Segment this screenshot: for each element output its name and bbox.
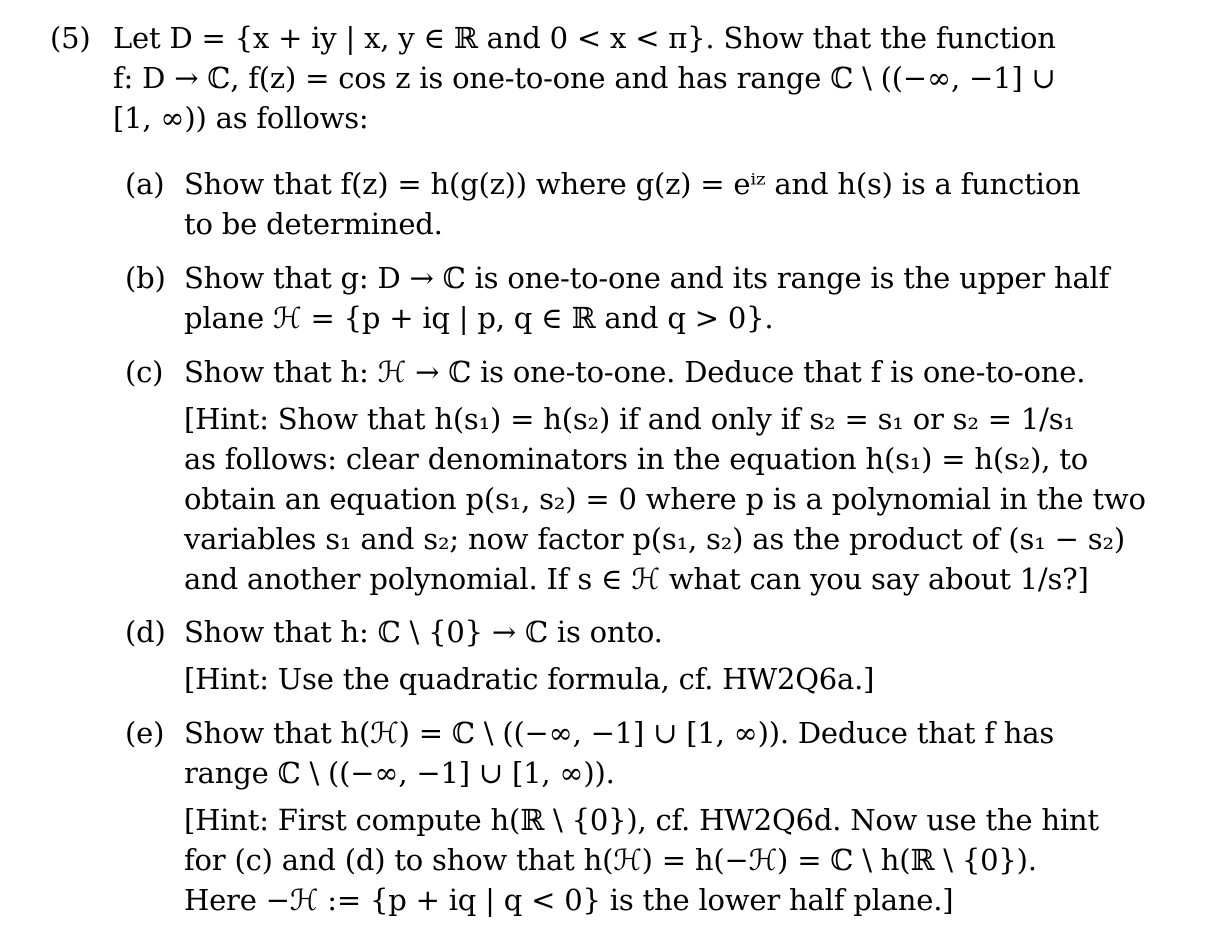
part-c-hint-line-5: and another polynomial. If s ∈ ℋ what can you say about 1/s?] — [184, 562, 1089, 596]
part-c-label: (c) — [125, 355, 164, 389]
part-c-hint-line-3: obtain an equation p(s₁, s₂) = 0 where p is a polynomial in the two — [184, 482, 1146, 516]
intro-line-2: f: D → ℂ, f(z) = cos z is one-to-one and has range ℂ \ ((−∞, −1] ∪ — [113, 61, 1056, 95]
part-e-label: (e) — [125, 716, 165, 750]
part-e-line-2: range ℂ \ ((−∞, −1] ∪ [1, ∞)). — [184, 756, 615, 790]
part-c-hint-line-2: as follows: clear denominators in the equation h(s₁) = h(s₂), to — [184, 442, 1088, 476]
part-e-hint-line-3: Here −ℋ := {p + iq | q < 0} is the lower half plane.] — [184, 883, 954, 917]
part-e-hint-line-1: [Hint: First compute h(ℝ \ {0}), cf. HW2Q6d. Now use the hint — [184, 803, 1099, 837]
part-b-label: (b) — [125, 261, 166, 295]
part-e-line-1: Show that h(ℋ) = ℂ \ ((−∞, −1] ∪ [1, ∞)). Deduce that f has — [184, 716, 1055, 750]
part-d-hint-line-1: [Hint: Use the quadratic formula, cf. HW2Q6a.] — [184, 662, 875, 696]
part-e-hint-line-2: for (c) and (d) to show that h(ℋ) = h(−ℋ) = ℂ \ h(ℝ \ {0}). — [184, 843, 1037, 877]
part-a-line-2: to be determined. — [184, 207, 443, 241]
part-d-label: (d) — [125, 615, 166, 649]
part-b-line-2: plane ℋ = {p + iq | p, q ∈ ℝ and q > 0}. — [184, 301, 774, 335]
part-c-hint-line-4: variables s₁ and s₂; now factor p(s₁, s₂) as the product of (s₁ − s₂) — [184, 522, 1126, 556]
part-c-line-1: Show that h: ℋ → ℂ is one-to-one. Deduce that f is one-to-one. — [184, 355, 1086, 389]
problem-number: (5) — [50, 21, 91, 55]
part-b-line-1: Show that g: D → ℂ is one-to-one and its range is the upper half — [184, 261, 1110, 295]
intro-line-3: [1, ∞)) as follows: — [113, 101, 369, 135]
intro-line-1: Let D = {x + iy | x, y ∈ ℝ and 0 < x < π}. Show that the function — [113, 21, 1056, 55]
part-c-hint-line-1: [Hint: Show that h(s₁) = h(s₂) if and only if s₂ = s₁ or s₂ = 1/s₁ — [184, 402, 1075, 436]
part-d-line-1: Show that h: ℂ \ {0} → ℂ is onto. — [184, 615, 663, 649]
part-a-label: (a) — [125, 167, 165, 201]
part-a-line-1: Show that f(z) = h(g(z)) where g(z) = eⁱᶻ and h(s) is a function — [184, 167, 1081, 201]
